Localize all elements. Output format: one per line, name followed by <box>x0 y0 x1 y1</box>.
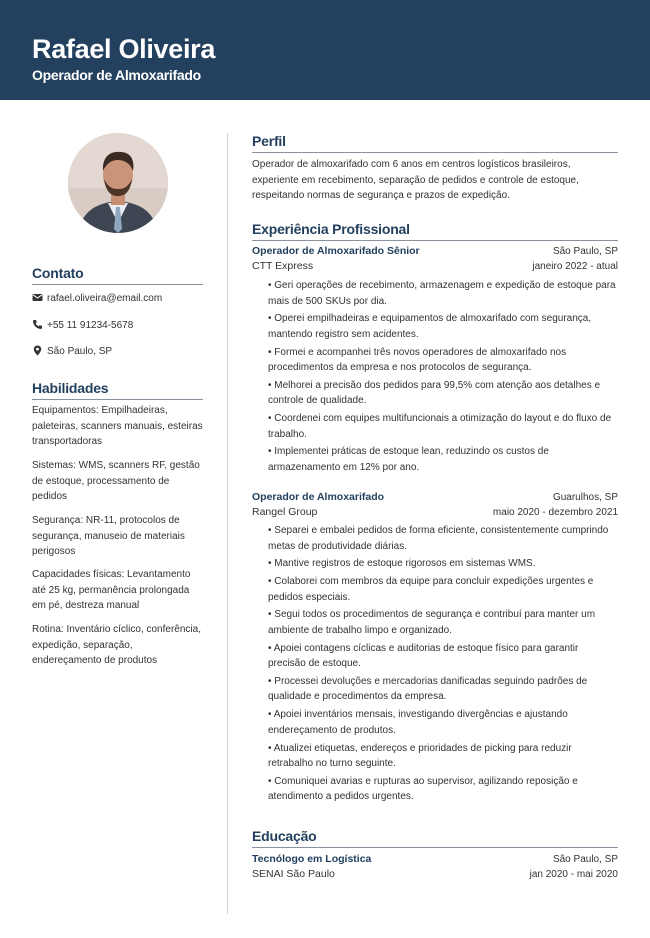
job-bullet: • Geri operações de recebimento, armazenagem e expedição de estoque para mais de 500 SKUs por dia. <box>268 280 616 307</box>
job-company: CTT Express <box>252 260 314 272</box>
job-bullet: • Separei e embalei pedidos de forma eficiente, consistentemente cumprindo metas de produtividade diárias. <box>268 525 609 552</box>
email-icon <box>32 292 43 303</box>
job-header <box>252 490 618 520</box>
job-bullet: • Implementei práticas de estoque lean, reduzindo os custos de armazenamento em 12% por ano. <box>268 446 549 473</box>
skill-item: Segurança: NR-11, protocolos de segurança, manuseio de materiais perigosos <box>32 515 185 557</box>
job-title: Operador de Almoxarifado Sênior <box>252 245 420 257</box>
contact-section-title: Contato <box>32 265 203 285</box>
job-header <box>252 244 618 274</box>
job-bullet: • Processei devoluções e mercadorias danificadas seguindo padrões de qualidade e procedimentos da empresa. <box>268 675 588 703</box>
column-divider <box>227 133 228 914</box>
profile-section-title: Perfil <box>252 133 618 153</box>
education-school: SENAI São Paulo <box>252 868 335 880</box>
job-bullet: • Formei e acompanhei três novos operadores de almoxarifado nos procedimentos da empresa e nos protocolos de segurança. <box>268 346 567 374</box>
job-bullets <box>268 278 618 478</box>
avatar-icon <box>68 133 168 233</box>
profile-photo <box>68 133 168 233</box>
job-bullet: • Melhorei a precisão dos pedidos para 99,5% com atenção aos detalhes e controle de qualidade. <box>268 379 601 407</box>
job-bullet: • Colaborei com membros da equipe para concluir expedições urgentes e pedidos especiais. <box>268 576 594 603</box>
job-dates: janeiro 2022 - atual <box>532 261 618 272</box>
job-bullet: • Comuniquei avarias e rupturas ao supervisor, agilizando reposição e atendimento a pedidos urgentes. <box>268 775 578 803</box>
job-company: Rangel Group <box>252 506 318 518</box>
education-degree: Tecnólogo em Logística <box>252 853 372 865</box>
contact-location <box>32 345 204 358</box>
job-bullet: • Coordenei com equipes multifuncionais a otimização do layout e do fluxo de trabalho. <box>268 413 612 440</box>
skill-item: Rotina: Inventário cíclico, conferência, expedição, separação, endereçamento de produtos <box>32 624 201 666</box>
education-section-title: Educação <box>252 828 618 848</box>
skill-item: Capacidades físicas: Levantamento até 25 kg, permanência prolongada em pé, destreza manual <box>32 569 191 611</box>
contact-email-text: rafael.oliveira@email.com <box>47 293 163 304</box>
candidate-name: Rafael Oliveira <box>32 34 216 64</box>
phone-icon <box>32 319 43 330</box>
job-location: São Paulo, SP <box>552 246 618 257</box>
contact-phone-text: +55 11 91234-5678 <box>47 320 134 331</box>
skills-section-title: Habilidades <box>32 380 203 400</box>
job-bullet: • Mantive registros de estoque rigorosos em sistemas WMS. <box>268 558 536 570</box>
job-bullet: • Apoiei inventários mensais, investigando divergências e ajustando endereçamento de produtos. <box>268 709 568 736</box>
job-bullet: • Segui todos os procedimentos de segurança e contribuí para manter um ambiente de trabalho limpo e organizado. <box>268 609 596 636</box>
education-dates: jan 2020 - mai 2020 <box>529 869 618 880</box>
resume-header <box>0 0 650 100</box>
contact-phone <box>32 319 204 332</box>
skill-item: Equipamentos: Empilhadeiras, paleteiras, scanners manuais, esteiras transportadoras <box>32 405 203 447</box>
education-header <box>252 852 618 882</box>
education-location: São Paulo, SP <box>552 854 618 865</box>
candidate-role: Operador de Almoxarifado <box>32 67 201 83</box>
job-bullet: • Operei empilhadeiras e equipamentos de almoxarifado com segurança, mantendo registro sem acidentes. <box>268 313 592 340</box>
location-pin-icon <box>32 345 43 356</box>
experience-section-title: Experiência Profissional <box>252 221 618 241</box>
contact-email <box>32 292 204 305</box>
profile-summary: Operador de almoxarifado com 6 anos em centros logísticos brasileiros, experiente em recebimento, separação de pedidos e controle de estoque, respeitando normas de segurança e prazos de expedição. <box>252 159 579 201</box>
job-dates: maio 2020 - dezembro 2021 <box>492 507 618 518</box>
job-bullets <box>268 523 618 807</box>
skill-item: Sistemas: WMS, scanners RF, gestão de estoque, processamento de pedidos <box>32 460 200 502</box>
contact-location-text: São Paulo, SP <box>47 346 113 357</box>
job-title: Operador de Almoxarifado <box>252 491 385 503</box>
job-bullet: • Atualizei etiquetas, endereços e prioridades de picking para reduzir retrabalho no turno seguinte. <box>268 742 572 770</box>
job-bullet: • Apoiei contagens cíclicas e auditorias de estoque físico para garantir precisão de estoque. <box>268 642 579 670</box>
job-location: Guarulhos, SP <box>552 492 618 503</box>
